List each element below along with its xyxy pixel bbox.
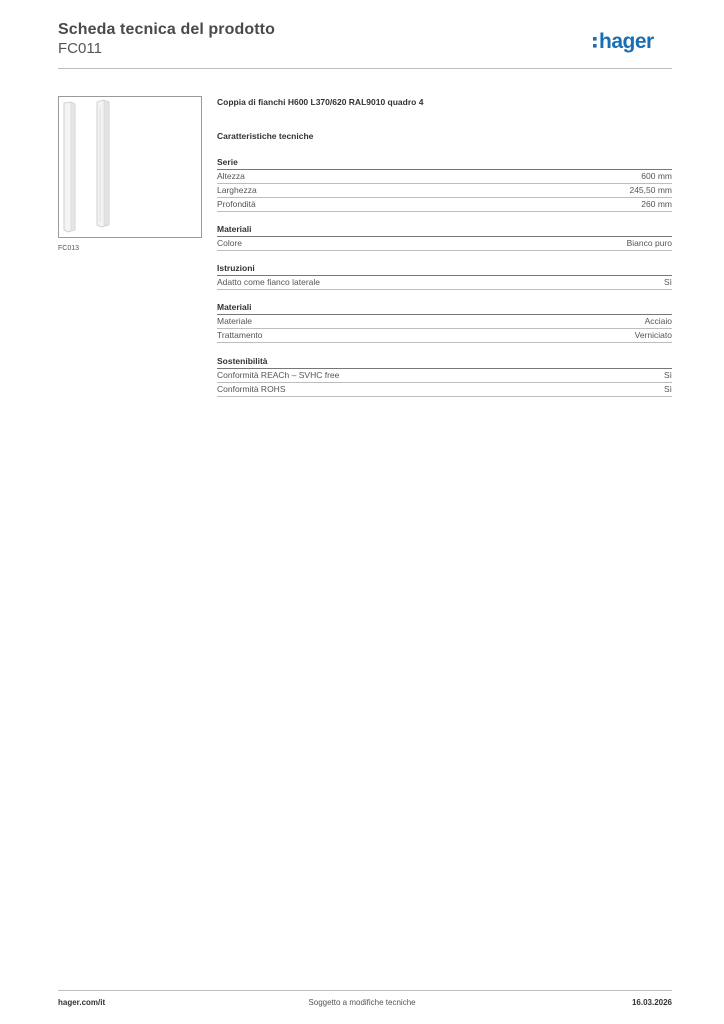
spec-label: Adatto come fianco laterale [217,277,321,287]
spec-group-sostenibilita [217,355,672,397]
footer-website: hager.com/it [58,998,106,1007]
logo-dot-top [593,37,597,41]
hager-logo [591,28,673,56]
spec-row [217,315,672,329]
product-code: FC011 [58,40,102,57]
spec-label: Conformità REACh – SVHC free [217,370,340,380]
product-image [58,96,202,238]
spec-row [217,237,672,251]
spec-row [217,170,672,184]
group-title: Materiali [217,301,672,315]
page-title: Scheda tecnica del prodotto [58,21,275,38]
spec-label: Profondità [217,199,256,209]
group-title: Materiali [217,223,672,237]
header-divider [58,68,672,69]
footer-date: 16.03.2026 [631,998,672,1007]
spec-label: Altezza [217,171,245,181]
logo-dot-bottom [593,44,597,48]
spec-value: Sì [663,370,672,380]
logo-wordmark: hager [599,30,654,53]
spec-group-materiali [217,223,672,251]
spec-label: Larghezza [217,185,257,195]
spec-value: 245,50 mm [629,185,672,195]
spec-label: Conformità ROHS [217,384,286,394]
spec-group-materiali-2 [217,301,672,343]
spec-row [217,329,672,343]
spec-value: Sì [663,384,672,394]
group-title: Istruzioni [217,262,672,276]
spec-label: Colore [217,238,243,248]
product-title: Coppia di fianchi H600 L370/620 RAL9010 quadro 4 [217,97,424,107]
footer-notice: Soggetto a modifiche tecniche [308,998,416,1007]
spec-row [217,369,672,383]
footer-divider [58,990,672,991]
image-caption: FC013 [58,245,80,252]
spec-group-istruzioni [217,262,672,290]
spec-value: 600 mm [641,171,672,181]
specs-heading: Caratteristiche tecniche [217,131,314,141]
group-title: Serie [217,156,672,170]
spec-value: Bianco puro [626,238,672,248]
spec-value: Sì [663,277,672,287]
spec-row [217,198,672,212]
spec-label: Trattamento [217,330,263,340]
spec-row [217,276,672,290]
spec-value: Verniciato [634,330,672,340]
group-title: Sostenibilità [217,355,672,369]
spec-label: Materiale [217,316,252,326]
spec-group-serie [217,156,672,212]
side-panels-illustration [59,97,201,237]
spec-value: 260 mm [641,199,672,209]
spec-row [217,184,672,198]
spec-value: Acciaio [644,316,672,326]
spec-row [217,383,672,397]
